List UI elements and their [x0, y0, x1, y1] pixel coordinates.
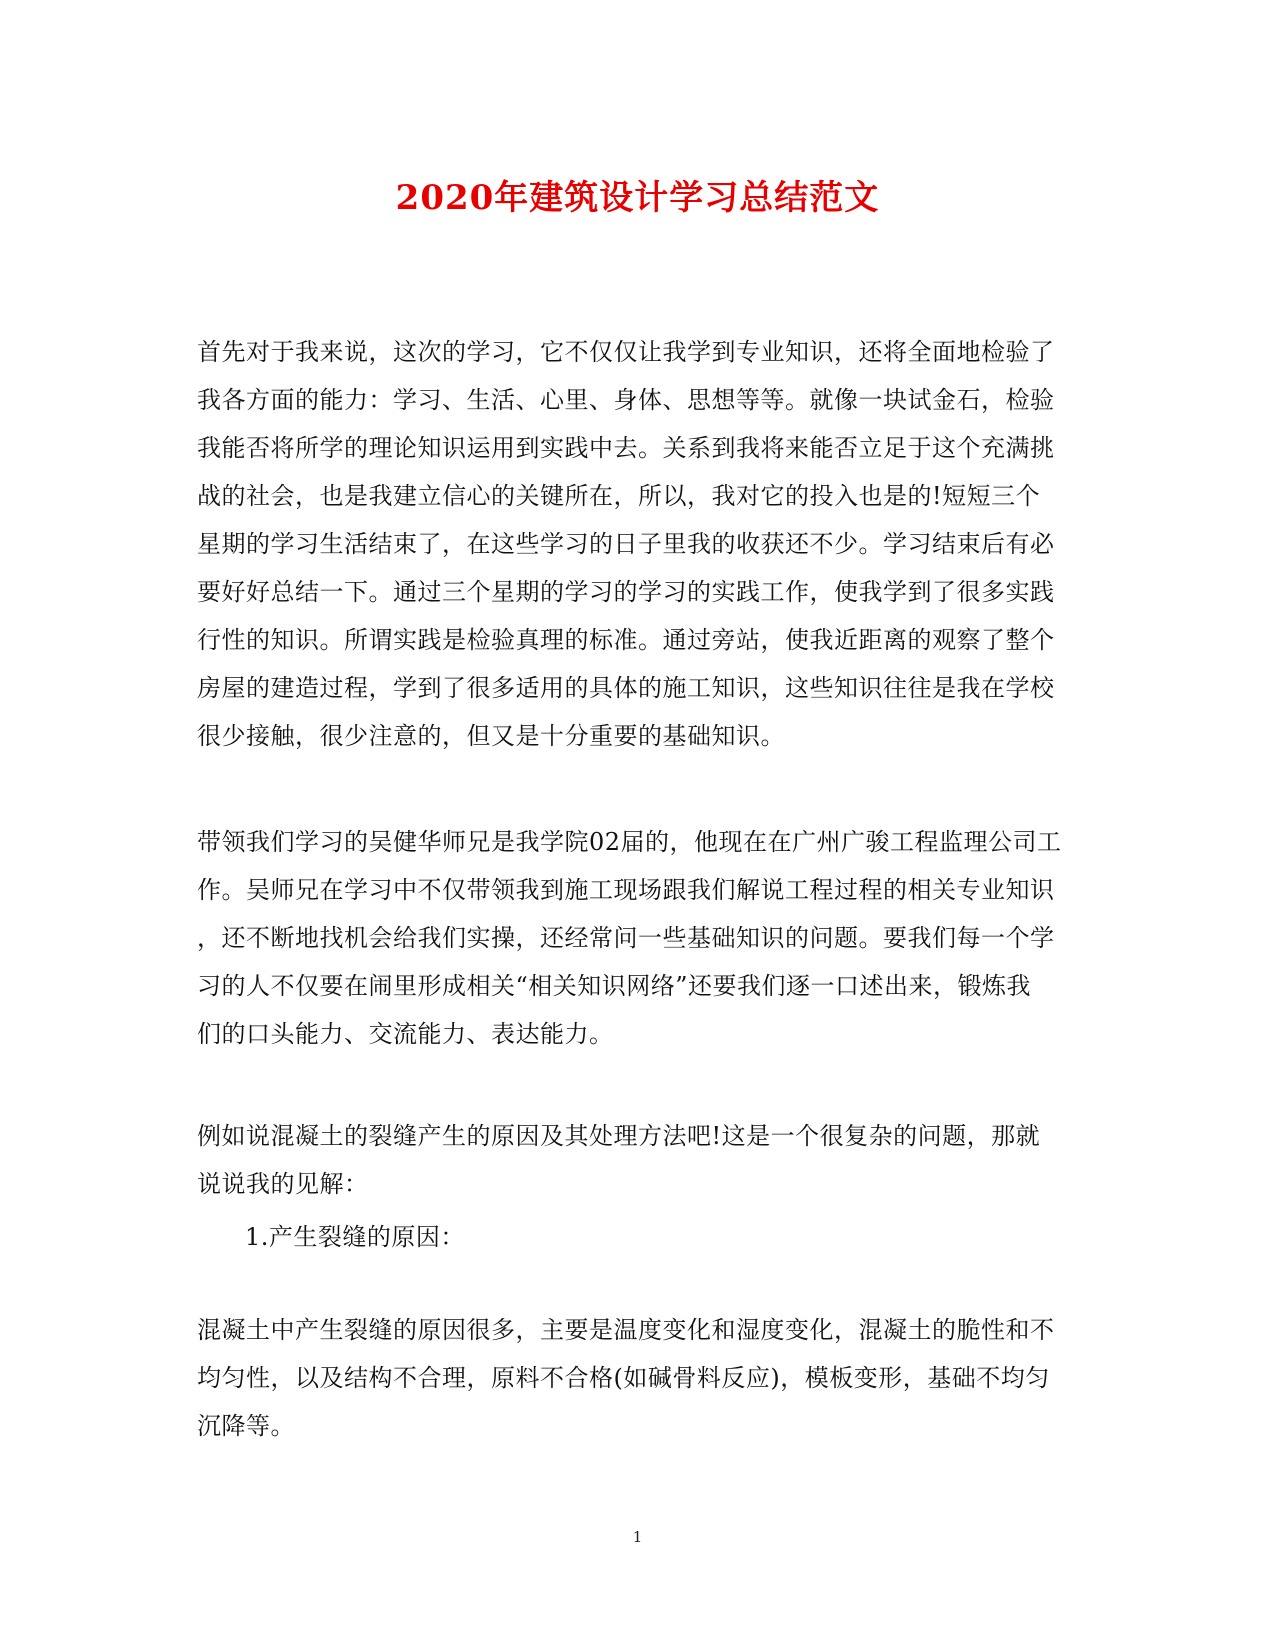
text-line: 作。吴师兄在学习中不仅带领我到施工现场跟我们解说工程过程的相关专业知识 — [197, 876, 1055, 904]
document-title: 2020年建筑设计学习总结范文 — [395, 178, 880, 218]
text-line: 我各方面的能力：学习、生活、心里、身体、思想等等。就像一块试金石，检验 — [197, 386, 1055, 414]
text-line: 带领我们学习的吴健华师兄是我学院02届的，他现在在广州广骏工程监理公司工 — [197, 828, 1062, 856]
page-number: 1 — [632, 1528, 643, 1546]
text-line: 均匀性，以及结构不合理，原料不合格(如碱骨料反应)，模板变形，基础不均匀 — [197, 1364, 1050, 1392]
text-line: 我能否将所学的理论知识运用到实践中去。关系到我将来能否立足于这个充满挑 — [197, 434, 1055, 462]
paragraph-4 — [197, 1306, 1072, 1450]
text-line: 行性的知识。所谓实践是检验真理的标准。通过旁站，使我近距离的观察了整个 — [197, 626, 1055, 654]
text-line: 习的人不仅要在闹里形成相关“相关知识网络”还要我们逐一口述出来，锻炼我 — [197, 972, 1032, 1000]
text-line: 首先对于我来说，这次的学习，它不仅仅让我学到专业知识，还将全面地检验了 — [197, 338, 1055, 366]
text-line: 们的口头能力、交流能力、表达能力。 — [197, 1020, 614, 1048]
text-line: 混凝土中产生裂缝的原因很多，主要是温度变化和湿度变化，混凝土的脆性和不 — [197, 1316, 1055, 1344]
text-line: 要好好总结一下。通过三个星期的学习的学习的实践工作，使我学到了很多实践 — [197, 578, 1055, 606]
text-line: 房屋的建造过程，学到了很多适用的具体的施工知识，这些知识往往是我在学校 — [197, 674, 1055, 702]
text-line: 例如说混凝土的裂缝产生的原因及其处理方法吧!这是一个很复杂的问题，那就 — [197, 1122, 1041, 1150]
text-line: 说说我的见解： — [197, 1170, 369, 1198]
text-line: ，还不断地找机会给我们实操，还经常问一些基础知识的问题。要我们每一个学 — [197, 924, 1055, 952]
text-line: 很少接触，很少注意的，但又是十分重要的基础知识。 — [197, 722, 785, 750]
text-line: 沉降等。 — [197, 1412, 295, 1440]
paragraph-3 — [197, 1112, 1072, 1208]
text-line: 星期的学习生活结束了，在这些学习的日子里我的收获还不少。学习结束后有必 — [197, 530, 1055, 558]
section-heading: 1.产生裂缝的原因： — [245, 1223, 465, 1251]
paragraph-1 — [197, 328, 1072, 760]
text-line: 战的社会，也是我建立信心的关键所在，所以，我对它的投入也是的!短短三个 — [197, 482, 1041, 510]
paragraph-2 — [197, 818, 1072, 1058]
